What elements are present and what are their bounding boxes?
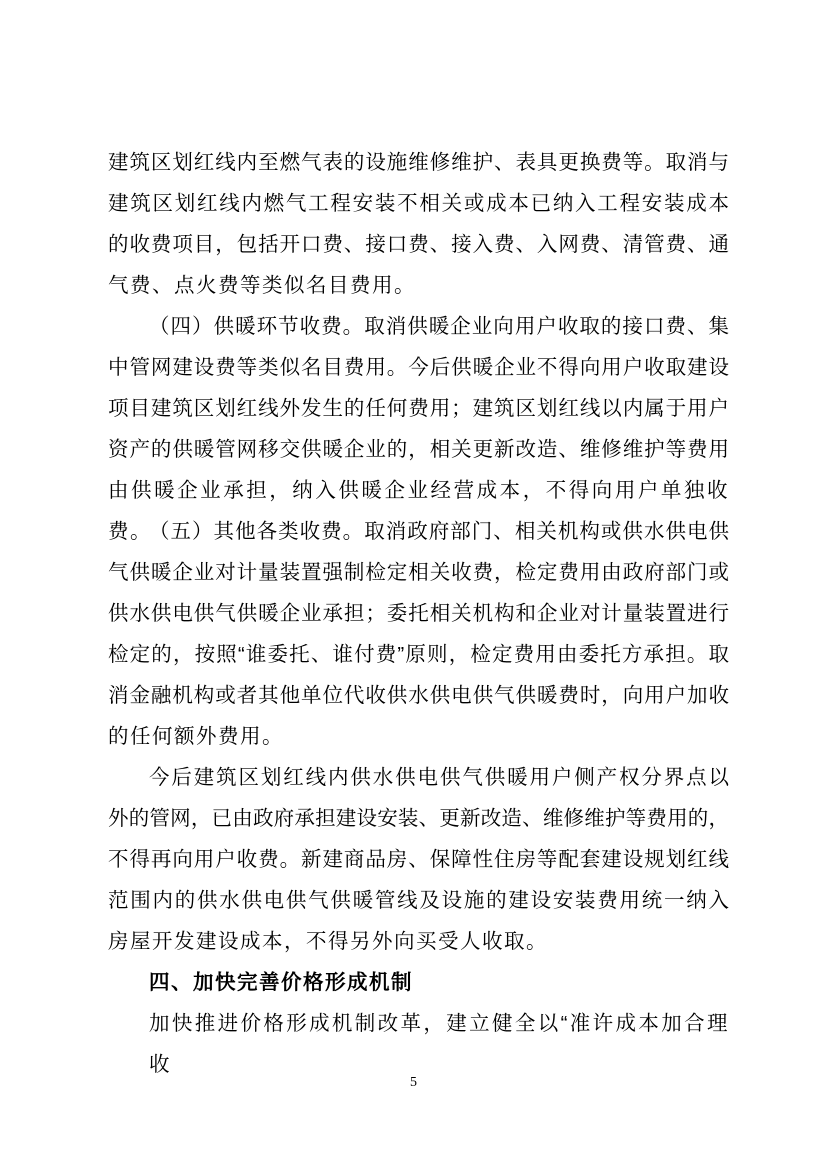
text-line: 的任何额外费用。 — [108, 725, 284, 748]
text-line: 今后建筑区划红线内供水供电供气供暖用户侧产权分界点以 — [149, 766, 729, 789]
text-line: 项目建筑区划红线外发生的任何费用；建筑区划红线以内属于用户 — [108, 397, 729, 420]
text-line: 气供暖企业对计量装置强制检定相关收费，检定费用由政府部门或 — [108, 561, 729, 584]
text-line: 建筑区划红线内燃气工程安装不相关或成本已纳入工程安装成本 — [108, 192, 729, 215]
page-number: 5 — [410, 1075, 417, 1090]
text-line: （五）其他各类收费。取消政府部门、相关机构或供水供电供 — [149, 520, 729, 543]
text-line: 资产的供暖管网移交供暖企业的，相关更新改造、维修维护等费用 — [108, 438, 729, 461]
text-line: 气费、点火费等类似名目费用。 — [108, 274, 416, 297]
text-line: 中管网建设费等类似名目费用。今后供暖企业不得向用户收取建设 — [108, 356, 729, 379]
paragraph-price-reform — [108, 1003, 729, 1076]
text-line: 供水供电供气供暖企业承担；委托相关机构和企业对计量装置进行 — [108, 602, 729, 625]
text-line: （四）供暖环节收费。取消供暖企业向用户收取的接口费、集 — [149, 315, 729, 338]
text-line: 范围内的供水供电供气供暖管线及设施的建设安装费用统一纳入 — [108, 889, 729, 912]
document-body — [108, 142, 729, 1076]
text-line: 检定的，按照“谁委托、谁付费”原则，检定费用由委托方承担。取 — [108, 643, 729, 666]
text-line: 不得再向用户收费。新建商品房、保障性住房等配套建设规划红线 — [108, 848, 729, 871]
text-line: 外的管网，已由政府承担建设安装、更新改造、维修维护等费用的， — [108, 807, 729, 830]
paragraph-gas-fees-continuation — [108, 142, 729, 306]
text-line: 房屋开发建设成本，不得另外向买受人收取。 — [108, 930, 548, 953]
paragraph-item-5-other-fees — [108, 511, 729, 757]
paragraph-pipeline-network — [108, 757, 729, 962]
text-line: 加快推进价格形成机制改革，建立健全以“准许成本加合理收 — [149, 1012, 729, 1076]
text-line: 消金融机构或者其他单位代收供水供电供气供暖费时，向用户加收 — [108, 684, 729, 707]
section-heading-4-price-mechanism — [108, 962, 729, 1003]
text-line: 的收费项目，包括开口费、接口费、接入费、入网费、清管费、通 — [108, 233, 729, 256]
section-heading-line: 四、加快完善价格形成机制 — [149, 971, 413, 994]
text-line: 建筑区划红线内至燃气表的设施维修维护、表具更换费等。取消与 — [108, 151, 729, 174]
text-line: 由供暖企业承担，纳入供暖企业经营成本，不得向用户单独收费。 — [108, 479, 729, 543]
